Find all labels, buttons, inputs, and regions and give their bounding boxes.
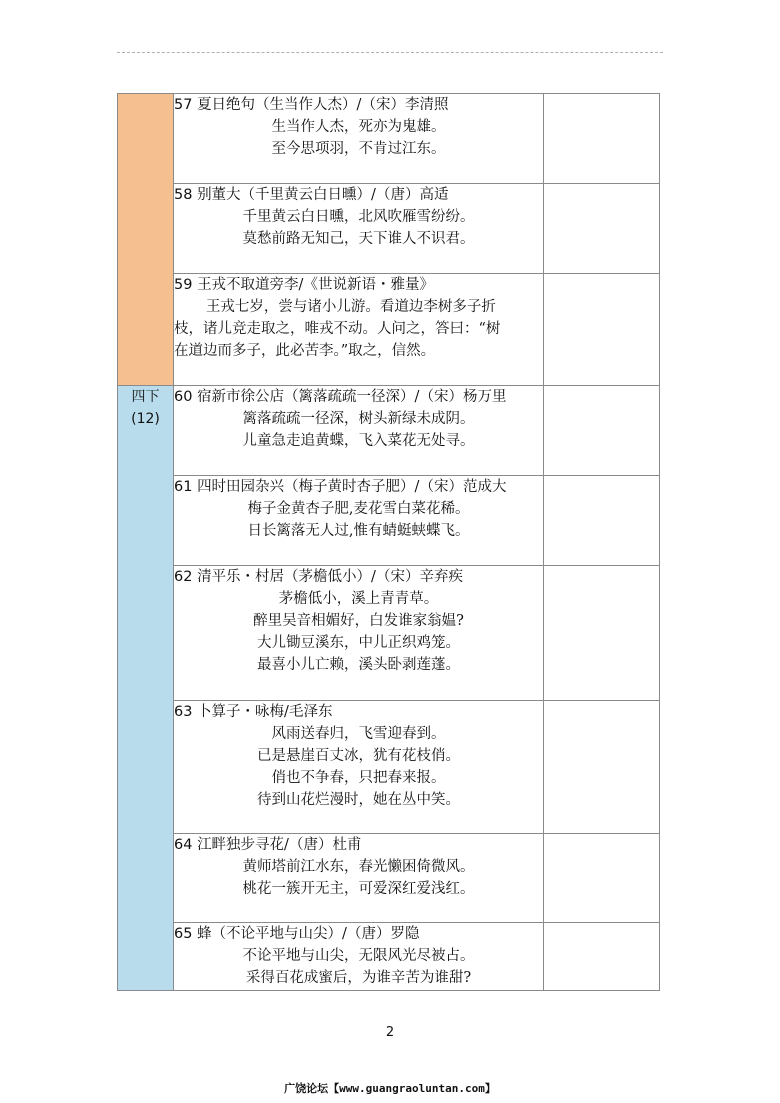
grade-label: 四下	[131, 389, 160, 405]
poem-cell	[174, 701, 544, 834]
blank-cell	[544, 923, 660, 991]
grade-cell-orange	[118, 94, 174, 386]
table-row	[118, 476, 660, 566]
table-row	[118, 274, 660, 386]
poem-cell	[174, 566, 544, 701]
poem-line: 不论平地与山尖，无限风光尽被占。	[242, 948, 475, 964]
poem-line: 莫愁前路无知己，天下谁人不识君。	[242, 231, 475, 247]
poem-title-row	[174, 386, 543, 408]
blank-cell	[544, 834, 660, 923]
poem-line: 风雨送春归，飞雪迎春到。	[271, 726, 446, 742]
poem-cell	[174, 834, 544, 923]
poem-number: 57	[174, 97, 193, 113]
poem-cell	[174, 476, 544, 566]
poem-line: 篱落疏疏一径深，树头新绿未成阴。	[242, 411, 475, 427]
table-row	[118, 566, 660, 701]
poem-cell	[174, 274, 544, 386]
poem-cell	[174, 184, 544, 274]
poem-title: 夏日绝句（生当作人杰）/（宋）李清照	[197, 97, 449, 113]
table-row	[118, 94, 660, 184]
table-row	[118, 184, 660, 274]
poem-title: 四时田园杂兴（梅子黄时杏子肥）/（宋）范成大	[197, 479, 507, 495]
blank-cell	[544, 476, 660, 566]
table-row	[118, 386, 660, 476]
poem-title: 别董大（千里黄云白日曛）/（唐）高适	[197, 187, 449, 203]
poem-line: 日长篱落无人过,惟有蜻蜓蛱蝶飞。	[247, 523, 470, 539]
poem-number: 62	[174, 569, 193, 585]
poem-cell	[174, 923, 544, 991]
page-number: 2	[385, 1025, 395, 1040]
table-row	[118, 923, 660, 991]
poem-line: 最喜小儿亡赖，溪头卧剥莲蓬。	[257, 657, 460, 673]
poem-number: 65	[174, 926, 193, 942]
poem-title: 清平乐・村居（茅檐低小）/（宋）辛弃疾	[197, 569, 463, 585]
poem-line: 俏也不争春，只把春来报。	[271, 770, 446, 786]
grade-count: (12)	[131, 411, 160, 427]
poem-title-row	[174, 834, 543, 856]
poem-line: 已是悬崖百丈冰，犹有花枝俏。	[257, 748, 460, 764]
poem-title-row	[174, 476, 543, 498]
poem-title-row	[174, 566, 543, 588]
poem-title-row	[174, 274, 543, 296]
blank-cell	[544, 701, 660, 834]
poem-cell	[174, 94, 544, 184]
poem-title: 江畔独步寻花/（唐）杜甫	[197, 837, 362, 853]
poem-title-row	[174, 94, 543, 116]
poem-line: 在道边而多子，此必苦李。”取之，信然。	[174, 343, 436, 359]
blank-cell	[544, 566, 660, 701]
table-row	[118, 834, 660, 923]
poem-number: 64	[174, 837, 193, 853]
poem-number: 59	[174, 277, 193, 293]
poem-number: 60	[174, 389, 193, 405]
poem-line: 大儿锄豆溪东，中儿正织鸡笼。	[257, 635, 460, 651]
poem-title-row	[174, 184, 543, 206]
header-divider	[117, 52, 663, 53]
poem-line: 千里黄云白日曛，北风吹雁雪纷纷。	[242, 209, 475, 225]
poem-line: 待到山花烂漫时，她在丛中笑。	[257, 792, 460, 808]
poem-number: 63	[174, 704, 193, 720]
poem-line: 醉里吴音相媚好，白发谁家翁媪?	[253, 613, 464, 629]
footer-text: 广饶论坛【www.guangraoluntan.com】	[284, 1082, 496, 1095]
poem-line: 梅子金黄杏子肥,麦花雪白菜花稀。	[247, 501, 470, 517]
poem-cell	[174, 386, 544, 476]
poem-line: 黄师塔前江水东，春光懒困倚微风。	[242, 859, 475, 875]
poem-title: 宿新市徐公店（篱落疏疏一径深）/（宋）杨万里	[197, 389, 507, 405]
grade-cell-blue	[118, 386, 174, 991]
blank-cell	[544, 274, 660, 386]
poem-line: 茅檐低小，溪上青青草。	[278, 591, 439, 607]
blank-cell	[544, 184, 660, 274]
poem-number: 61	[174, 479, 193, 495]
poem-line: 枝，诸儿竞走取之，唯戎不动。人问之，答曰：“树	[174, 321, 501, 337]
blank-cell	[544, 94, 660, 184]
poem-title: 蜂（不论平地与山尖）/（唐）罗隐	[197, 926, 420, 942]
poem-line: 采得百花成蜜后，为谁辛苦为谁甜?	[245, 970, 472, 986]
poem-line: 儿童急走追黄蝶，飞入菜花无处寻。	[242, 433, 475, 449]
poem-number: 58	[174, 187, 193, 203]
poem-title: 王戎不取道旁李/《世说新语・雅量》	[197, 277, 434, 293]
poem-line: 至今思项羽，不肯过江东。	[271, 141, 446, 157]
poem-line: 桃花一簇开无主，可爱深红爱浅红。	[242, 881, 475, 897]
poem-title-row	[174, 923, 543, 945]
poem-line: 王戎七岁，尝与诸小儿游。看道边李树多子折	[205, 299, 496, 315]
poem-line: 生当作人杰，死亦为鬼雄。	[271, 119, 446, 135]
poem-title-row	[174, 701, 543, 723]
table-row	[118, 701, 660, 834]
blank-cell	[544, 386, 660, 476]
poem-table	[117, 93, 660, 991]
poem-title: 卜算子・咏梅/毛泽东	[197, 704, 333, 720]
